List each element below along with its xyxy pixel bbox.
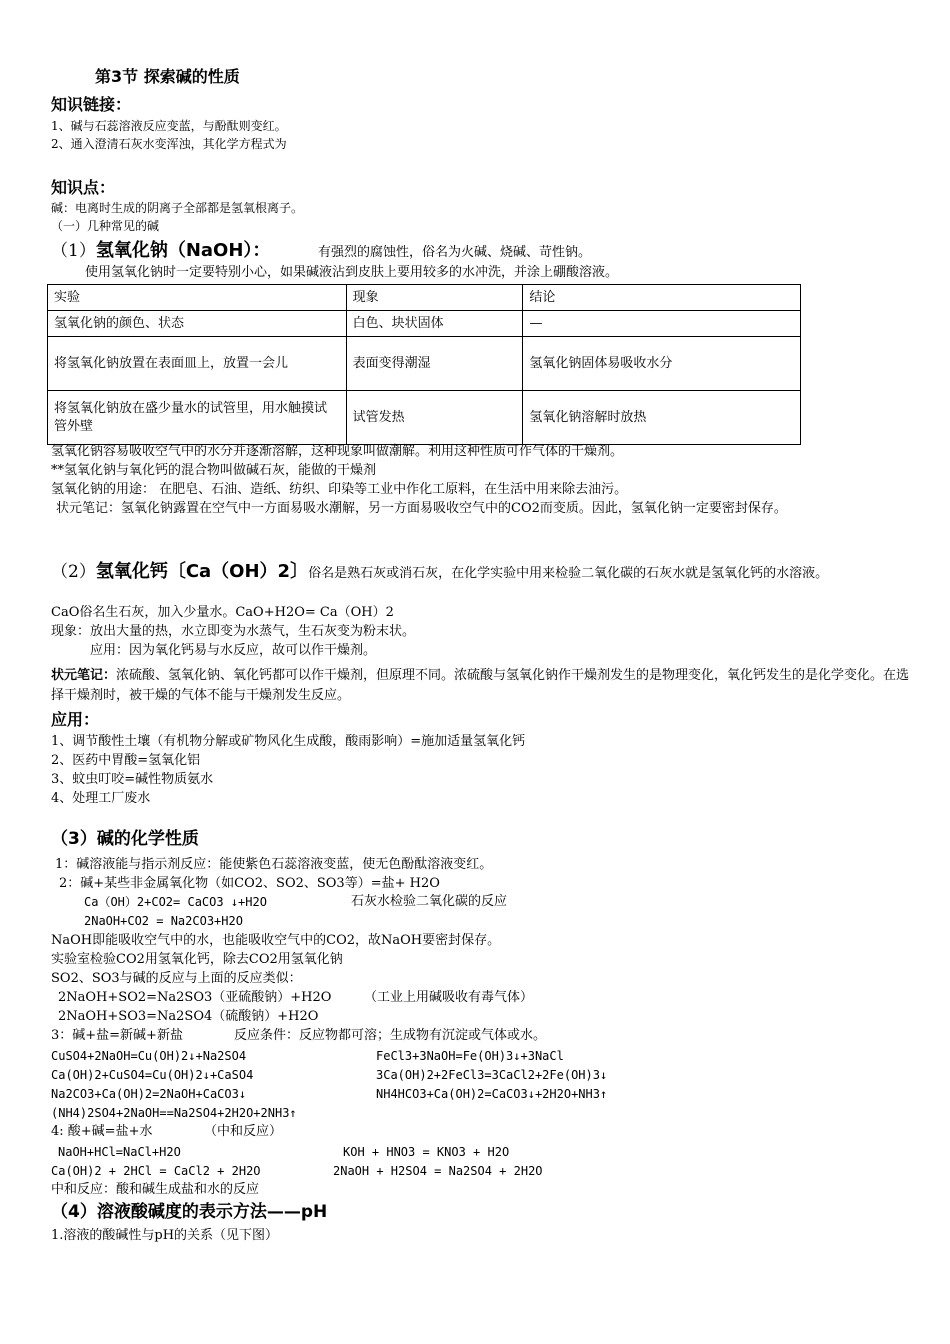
- neutral-equation: KOH + HNO3 = KNO3 + H2O: [343, 1145, 510, 1159]
- naoh-description: 有强烈的腐蚀性，俗名为火碱、烧碱、苛性钠。: [318, 245, 592, 260]
- caoh-description: 俗名是熟石灰或消石灰，在化学实验中用来检验二氧化碳的石灰水就是氢氧化钙的水溶液。: [308, 566, 829, 581]
- salt-equation-left: (NH4)2SO4+2NaOH==Na2SO4+2H2O+2NH3↑: [51, 1106, 297, 1120]
- table-cell: 表面变得潮湿: [346, 337, 523, 391]
- equation-naoh-co2: 2NaOH+CO2 = Na2CO3+H2O: [84, 914, 243, 928]
- table-row: [48, 391, 801, 445]
- page-title: 第3节 探索碱的性质: [95, 67, 240, 86]
- table-header-cell: 现象: [346, 285, 523, 311]
- equation-naoh-so3: 2NaOH+SO3=Na2SO4（硫酸钠）+H2O: [58, 1009, 319, 1024]
- neutral-equation: NaOH+HCl=NaCl+H2O: [58, 1145, 181, 1159]
- table-row: [48, 337, 801, 391]
- equation-naoh-so2-note: （工业上用碱吸收有毒气体）: [364, 990, 534, 1005]
- common-bases-heading: （一）几种常见的碱: [51, 219, 160, 233]
- table-cell: 氢氧化钠固体易吸收水分: [523, 337, 801, 391]
- neutral-equation: Ca(OH)2 + 2HCl = CaCl2 + 2H2O: [51, 1164, 261, 1178]
- naoh-heading: [51, 240, 270, 262]
- application-item: 1、调节酸性土壤（有机物分解或矿物风化生成酸，酸雨影响）=施加适量氢氧化钙: [51, 734, 526, 749]
- caoh-number: （2）: [51, 562, 96, 582]
- application-heading: 应用：: [51, 710, 100, 729]
- application-item: 3、蚊虫叮咬=碱性物质氨水: [51, 772, 214, 787]
- knowledge-points-heading: 知识点：: [51, 178, 116, 197]
- table-header-cell: 实验: [48, 285, 347, 311]
- ph-relationship-line: 1.溶液的酸碱性与pH的关系（见下图）: [51, 1228, 279, 1243]
- naoh-uses: 氢氧化钠的用途： 在肥皂、石油、造纸、纺织、印染等工业中作化工原料，在生活中用来除去油污。: [51, 482, 628, 497]
- base-definition: 碱：电离时生成的阴离子全部都是氢氧根离子。: [51, 201, 304, 215]
- salt-equation-left: Ca(OH)2+CuSO4=Cu(OH)2↓+CaSO4: [51, 1068, 254, 1082]
- soda-lime-note: **氢氧化钠与氧化钙的混合物叫做碱石灰，能做的干燥剂: [51, 463, 377, 478]
- naoh-seal-note: NaOH即能吸收空气中的水，也能吸收空气中的CO2，故NaOH要密封保存。: [51, 933, 501, 948]
- table-cell: 氢氧化钠的颜色、状态: [48, 311, 347, 337]
- table-cell: —: [523, 311, 801, 337]
- equation-ca-co2-note: 石灰水检验二氧化碳的反应: [351, 894, 508, 909]
- property-2: 2：碱+某些非金属氧化物（如CO2、SO2、SO3等）=盐+ H2O: [59, 876, 440, 891]
- naoh-experiment-table: [47, 284, 801, 445]
- so2-so3-similar: SO2、SO3与碱的反应与上面的反应类似：: [51, 971, 302, 986]
- table-cell: 将氢氧化钠放置在表面皿上，放置一会儿: [48, 337, 347, 391]
- ph-heading: （4）溶液酸碱度的表示方法——pH: [51, 1202, 328, 1222]
- table-row: [48, 311, 801, 337]
- study-note-text: 浓硫酸、氢氧化钠、氧化钙都可以作干燥剂，但原理不同。浓硫酸与氢氧化钠作干燥剂发生的是物理变化，氧化钙发生的是化学变化。在选择干燥剂时，被干燥的气体不能与干燥剂发生反应。: [51, 668, 910, 703]
- table-cell: 氢氧化钠溶解时放热: [523, 391, 801, 445]
- table-header-row: [48, 285, 801, 311]
- naoh-deliquescence: 氢氧化钠容易吸收空气中的水分并逐渐溶解，这种现象叫做潮解。利用这种性质可作气体的干燥剂。: [51, 444, 624, 459]
- chemical-properties-heading: （3）碱的化学性质: [51, 829, 199, 849]
- naoh-number: （1）: [51, 241, 96, 261]
- knowledge-link-heading: 知识链接：: [51, 95, 132, 114]
- equation-naoh-so2: 2NaOH+SO2=Na2SO3（亚硫酸钠）+H2O: [58, 990, 332, 1005]
- salt-equation-left: CuSO4+2NaOH=Cu(OH)2↓+Na2SO4: [51, 1049, 247, 1063]
- knowledge-link-line-2: 2、通入澄清石灰水变浑浊，其化学方程式为: [51, 137, 287, 151]
- table-cell: 试管发热: [346, 391, 523, 445]
- salt-equation-left: Na2CO3+Ca(OH)2=2NaOH+CaCO3↓: [51, 1087, 247, 1101]
- naoh-caution: 使用氢氧化钠时一定要特别小心，如果碱液沾到皮肤上要用较多的水冲洗，并涂上硼酸溶液。: [85, 265, 619, 280]
- study-note-label: 状元笔记：: [51, 668, 117, 683]
- property-1: 1：碱溶液能与指示剂反应：能使紫色石蕊溶液变蓝，使无色酚酞溶液变红。: [55, 857, 493, 872]
- naoh-name: 氢氧化钠（NaOH）：: [95, 240, 271, 261]
- property-3-condition: 反应条件：反应物都可溶；生成物有沉淀或气体或水。: [234, 1028, 547, 1043]
- property-4-note: （中和反应）: [204, 1124, 283, 1139]
- salt-equation-right: FeCl3+3NaOH=Fe(OH)3↓+3NaCl: [376, 1049, 564, 1063]
- neutralization-definition: 中和反应：酸和碱生成盐和水的反应: [51, 1182, 260, 1197]
- desiccant-study-note: [51, 666, 917, 706]
- table-header-cell: 结论: [523, 285, 801, 311]
- co2-lab-check: 实验室检验CO2用氢氧化钙，除去CO2用氢氧化钠: [51, 952, 343, 967]
- neutral-equation: 2NaOH + H2SO4 = Na2SO4 + 2H2O: [333, 1164, 543, 1178]
- table-cell: 将氢氧化钠放在盛少量水的试管里，用水触摸试管外壁: [48, 391, 347, 445]
- salt-equation-right: NH4HCO3+Ca(OH)2=CaCO3↓+2H2O+NH3↑: [376, 1087, 608, 1101]
- table-cell: 白色、块状固体: [346, 311, 523, 337]
- caoh-paragraph: [51, 561, 917, 583]
- knowledge-link-line-1: 1、碱与石蕊溶液反应变蓝，与酚酞则变红。: [51, 119, 287, 133]
- property-4: 4: 酸+碱=盐+水: [51, 1124, 153, 1139]
- caoh-name: 氢氧化钙〔Ca（OH）2〕: [95, 561, 309, 582]
- equation-ca-co2: Ca（OH）2+CO2= CaCO3 ↓+H2O: [84, 895, 267, 909]
- cao-reaction: CaO俗名生石灰，加入少量水。CaO+H2O= Ca（OH）2: [51, 605, 394, 620]
- application-item: 4、处理工厂废水: [51, 791, 151, 806]
- cao-phenomenon: 现象：放出大量的热，水立即变为水蒸气，生石灰变为粉末状。: [51, 624, 416, 639]
- application-item: 2、医药中胃酸=氢氧化铝: [51, 753, 201, 768]
- naoh-study-note: 状元笔记：氢氧化钠露置在空气中一方面易吸水潮解，另一方面易吸收空气中的CO2而变质。因此，氢氧化钠一定要密封保存。: [56, 501, 787, 516]
- cao-application: 应用：因为氧化钙易与水反应，故可以作干燥剂。: [90, 643, 377, 658]
- salt-equation-right: 3Ca(OH)2+2FeCl3=3CaCl2+2Fe(OH)3↓: [376, 1068, 608, 1082]
- property-3: 3：碱+盐=新碱+新盐: [51, 1028, 183, 1043]
